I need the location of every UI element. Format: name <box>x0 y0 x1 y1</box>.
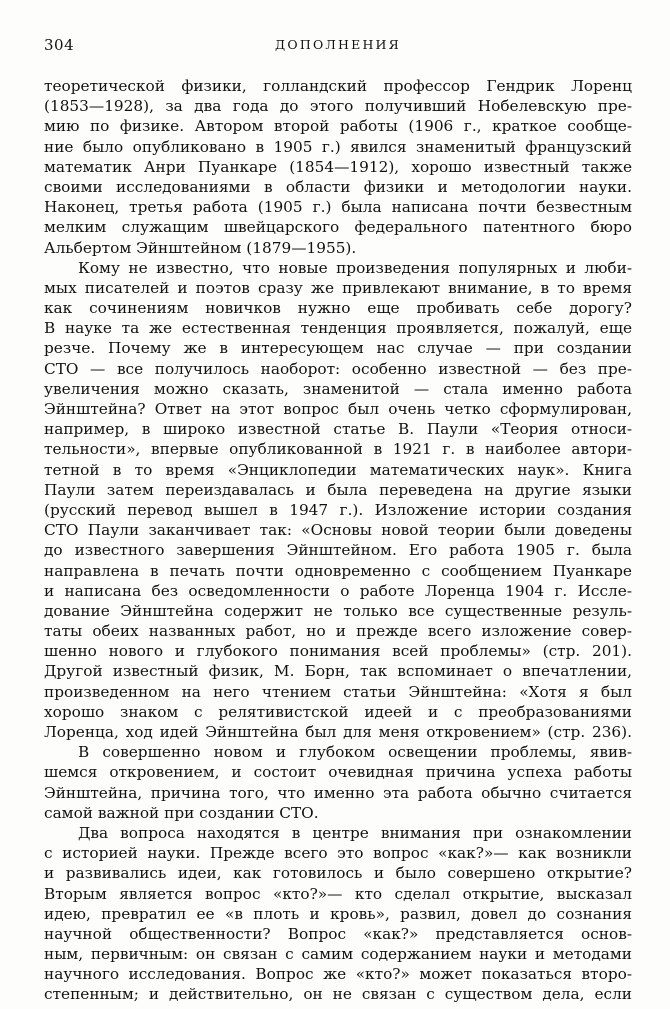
text-line: Вторым является вопрос «кто?»— кто сделал открытие, высказал <box>44 884 632 903</box>
text-line: В совершенно новом и глубоком освещении проблемы, явив- <box>78 743 632 762</box>
text-line: математик Анри Пуанкаре (1854—1912), хорошо известный также <box>44 157 632 176</box>
text-line: тельности», впервые опубликованной в 1921 г. в наиболее автори- <box>44 440 632 459</box>
text-line: мелким служащим швейцарского федерального патентного бюро <box>44 218 632 237</box>
text-line: до известного завершения Эйнштейном. Его работа 1905 г. была <box>44 541 632 560</box>
text-line: шенно нового и глубокого понимания всей проблемы» (стр. 201). <box>44 642 632 661</box>
text-line: дование Эйнштейна содержит не только все существенные резуль- <box>44 601 632 620</box>
text-line: мых писателей и поэтов сразу же привлекают внимание, в то время <box>44 278 632 297</box>
text-line: Наконец, третья работа (1905 г.) была написана почти безвестным <box>44 198 632 217</box>
page-body-text <box>44 76 632 1005</box>
text-line: Два вопроса находятся в центре внимания при ознакомлении <box>78 823 632 842</box>
page-number: 304 <box>44 36 75 54</box>
text-line: произведенном на него чтением статьи Эйнштейна: «Хотя я был <box>44 682 632 701</box>
text-line: СТО Паули заканчивает так: «Основы новой теории были доведены <box>44 521 632 540</box>
text-line: В науке та же естественная тенденция проявляется, пожалуй, еще <box>44 319 632 338</box>
text-line: Кому не известно, что новые произведения популярных и люби- <box>78 258 632 277</box>
text-line: с историей науки. Прежде всего это вопрос «как?»— как возникли <box>44 844 632 863</box>
text-line: например, в широко известной статье В. Паули «Теория относи- <box>44 420 632 439</box>
text-line: ние было опубликовано в 1905 г.) явился знаменитый французский <box>44 137 632 156</box>
page-header <box>44 36 632 58</box>
text-line: СТО — все получилось наоборот: особенно известной — без пре- <box>44 359 632 378</box>
text-line: ным, первичным: он связан с самим содержанием науки и методами <box>44 945 632 964</box>
text-line: научной общественности? Вопрос «как?» представляется основ- <box>44 924 632 943</box>
text-line: Другой известный физик, М. Борн, так вспоминает о впечатлении, <box>44 662 632 681</box>
text-line: Эйнштейна, причина того, что именно эта работа обычно считается <box>44 783 632 802</box>
running-title: ДОПОЛНЕНИЯ <box>275 37 401 52</box>
text-line: научного исследования. Вопрос же «кто?» может показаться второ- <box>44 965 632 984</box>
text-line: шемся откровением, и состоит очевидная причина успеха работы <box>44 763 632 782</box>
text-line: Лоренца, ход идей Эйнштейна был для меня откровением» (стр. 236). <box>44 723 632 741</box>
text-line: тетной в то время «Энциклопедии математических наук». Книга <box>44 460 632 479</box>
text-line: степенным; и действительно, он не связан с существом дела, если <box>44 985 632 1004</box>
text-line: и развивались идеи, как готовилось и было совершено открытие? <box>44 864 632 883</box>
text-line: хорошо знаком с релятивистской идеей и с преобразованиями <box>44 702 632 721</box>
text-line: увеличения можно сказать, знаменитой — стала именно работа <box>44 379 632 398</box>
text-line: как сочинениям новичков нужно еще пробивать себе дорогу? <box>44 299 632 318</box>
text-line: таты обеих названных работ, но и прежде всего изложение совер- <box>44 622 632 641</box>
text-line: резче. Почему же в интересующем нас случае — при создании <box>44 339 632 358</box>
text-line: идею, превратил ее «в плоть и кровь», развил, довел до сознания <box>44 904 632 923</box>
text-line: Паули затем переиздавалась и была переведена на другие языки <box>44 480 632 499</box>
text-line: направлена в печать почти одновременно с сообщением Пуанкаре <box>44 561 632 580</box>
text-line: Альбертом Эйнштейном (1879—1955). <box>44 238 357 257</box>
text-line: теоретической физики, голландский профессор Гендрик Лоренц <box>44 77 632 95</box>
text-line: (русский перевод вышел в 1947 г.). Изложение истории создания <box>44 500 632 519</box>
text-line: (1853—1928), за два года до этого получивший Нобелевскую пре- <box>44 97 632 116</box>
text-line: самой важной при создании СТО. <box>44 803 319 822</box>
text-line: мию по физике. Автором второй работы (1906 г., краткое сообще- <box>44 117 632 136</box>
text-line: и написана без осведомленности о работе Лоренца 1904 г. Иссле- <box>44 581 632 600</box>
text-line: своими исследованиями в области физики и методологии науки. <box>44 177 632 196</box>
text-line: Эйнштейна? Ответ на этот вопрос был очень четко сформулирован, <box>44 400 632 418</box>
